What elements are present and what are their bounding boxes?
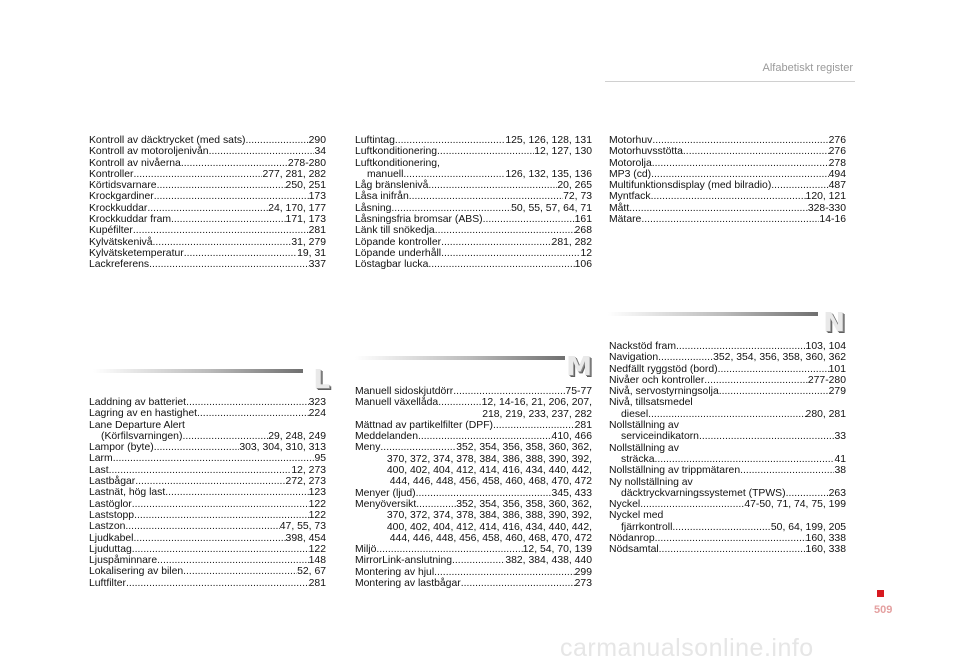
letter-gradient-bar [355, 356, 565, 360]
index-entry[interactable]: Låsningsfria bromsar (ABS) ..... 161 [355, 214, 592, 225]
index-entry[interactable]: Lokalisering av bilen ..... 52, 67 [89, 566, 326, 577]
index-entry[interactable]: diesel ..... 280, 281 [609, 409, 846, 420]
index-entry[interactable]: Montering av hjul ..... 299 [355, 567, 592, 578]
index-entry[interactable]: Ljuduttag ..... 122 [89, 544, 326, 555]
index-entry[interactable]: Låsning ..... 50, 55, 57, 64, 71 [355, 203, 592, 214]
index-entry-continuation: 400, 402, 404, 412, 414, 416, 434, 440, 442, [386, 521, 592, 533]
section-letter-n [608, 310, 853, 340]
index-entry[interactable]: Luftkonditionering ..... 12, 127, 130 [355, 146, 592, 157]
index-entry[interactable]: manuell ..... 126, 132, 135, 136 [355, 169, 592, 180]
letter-glyph: L [313, 365, 330, 395]
index-entry[interactable]: Nedfällt ryggstöd (bord) ..... 101 [609, 364, 846, 375]
index-entry[interactable]: Larm ..... 95 [89, 453, 326, 464]
index-entry[interactable]: Körtidsvarnare ..... 250, 251 [89, 180, 326, 191]
index-entry[interactable]: (Körfilsvarningen) ..... 29, 248, 249 [89, 431, 326, 442]
watermark: carmanualsonline.info [560, 634, 814, 662]
index-entry-heading: Ny nollställning av [609, 476, 693, 488]
index-entry[interactable]: Kontroll av motoroljenivån ..... 34 [89, 146, 326, 157]
index-entry[interactable]: Menyöversikt ..... 352, 354, 356, 358, 360, 362, [355, 499, 592, 510]
index-entry[interactable]: Lastbågar ..... 272, 273 [89, 476, 326, 487]
index-entry[interactable]: serviceindikatorn ..... 33 [609, 431, 846, 442]
index-entry-continuation: 370, 372, 374, 378, 384, 386, 388, 390, 392, [386, 453, 592, 465]
index-entry[interactable]: Nackstöd fram ..... 103, 104 [609, 341, 846, 352]
index-entry[interactable]: Motorhuv ..... 276 [609, 135, 846, 146]
letter-glyph: N [823, 308, 845, 338]
index-entry[interactable]: Låsa inifrån ..... 72, 73 [355, 191, 592, 202]
index-entry-heading: Lane Departure Alert [89, 419, 185, 431]
index-entry[interactable]: sträcka ..... 41 [609, 454, 846, 465]
index-entry-heading: Nyckel med [609, 510, 664, 522]
index-entry[interactable]: Kontroll av nivåerna ..... 278-280 [89, 158, 326, 169]
index-entry[interactable]: Meny ..... 352, 354, 356, 358, 360, 362, [355, 442, 592, 453]
index-entry[interactable]: Nödanrop ..... 160, 338 [609, 533, 846, 544]
index-entry[interactable]: Löpande underhåll ..... 12 [355, 248, 592, 259]
index-entry[interactable]: Motorhuvsstötta ..... 276 [609, 146, 846, 157]
index-entry[interactable]: Laddning av batteriet ..... 323 [89, 397, 326, 408]
index-entry[interactable]: Krockkuddar ..... 24, 170, 177 [89, 203, 326, 214]
section-letter-m [355, 354, 600, 384]
index-entry[interactable]: Nyckel ..... 47-50, 71, 74, 75, 199 [609, 499, 846, 510]
index-entry[interactable]: Nivåer och kontroller ..... 277-280 [609, 375, 846, 386]
index-entry[interactable]: Manuell växellåda ..... 12, 14-16, 21, 206, 207, [355, 397, 592, 408]
page-marker-square [877, 590, 884, 597]
index-entry[interactable]: Kylvätsketemperatur ..... 19, 31 [89, 248, 326, 259]
index-entry[interactable]: fjärrkontroll ..... 50, 64, 199, 205 [609, 522, 846, 533]
index-entry[interactable]: däcktryckvarningssystemet (TPWS) ..... 263 [609, 488, 846, 499]
letter-gradient-bar [93, 369, 303, 373]
index-entry[interactable]: Krockkuddar fram ..... 171, 173 [89, 214, 326, 225]
index-entry[interactable]: Last ..... 12, 273 [89, 465, 326, 476]
index-entry-continuation: 370, 372, 374, 378, 384, 386, 388, 390, 392, [386, 510, 592, 522]
index-entry[interactable]: Laststopp ..... 122 [89, 510, 326, 521]
index-entry[interactable]: Nivå, servostyrningsolja ..... 279 [609, 386, 846, 397]
index-entry[interactable]: Löpande kontroller ..... 281, 282 [355, 237, 592, 248]
letter-glyph: M [566, 352, 592, 382]
index-entry[interactable]: Myntfack ..... 120, 121 [609, 191, 846, 202]
index-column-l [89, 397, 326, 589]
index-column-l-cont [355, 135, 592, 271]
index-entry[interactable]: Menyer (ljud) ..... 345, 433 [355, 488, 592, 499]
index-entry-heading: Nollställning av [609, 442, 679, 454]
index-entry[interactable]: Luftintag ..... 125, 126, 128, 131 [355, 135, 592, 146]
index-entry[interactable]: Lagring av en hastighet ..... 224 [89, 408, 326, 419]
index-column-k [89, 135, 326, 271]
index-column-m [355, 386, 592, 589]
index-entry[interactable]: Motorolja ..... 278 [609, 158, 846, 169]
index-entry[interactable]: Kupéfilter ..... 281 [89, 225, 326, 236]
index-entry[interactable]: Lackreferens ..... 337 [89, 259, 326, 270]
index-entry[interactable]: Mätare ..... 14-16 [609, 214, 846, 225]
index-entry[interactable]: Krockgardiner ..... 173 [89, 191, 326, 202]
index-entry[interactable]: Nödsamtal ..... 160, 338 [609, 544, 846, 555]
index-entry-continuation: 444, 446, 448, 456, 458, 460, 468, 470, 472 [389, 532, 592, 544]
index-entry-continuation: 444, 446, 448, 456, 458, 460, 468, 470, 472 [389, 476, 592, 488]
index-entry[interactable]: Lastnät, hög last ..... 123 [89, 487, 326, 498]
index-entry[interactable]: Miljö ..... 12, 54, 70, 139 [355, 544, 592, 555]
letter-gradient-bar [608, 312, 818, 316]
index-entry[interactable]: Nollställning av trippmätaren ..... 38 [609, 465, 846, 476]
index-entry[interactable]: Ljudkabel ..... 398, 454 [89, 533, 326, 544]
index-entry[interactable]: Meddelanden ..... 410, 466 [355, 431, 592, 442]
index-entry-heading: Nivå, tillsatsmedel [609, 397, 693, 409]
section-letter-l [93, 367, 338, 397]
index-entry-heading: Nollställning av [609, 420, 679, 432]
index-entry-heading: Luftkonditionering, [355, 157, 440, 169]
index-entry[interactable]: Lastöglor ..... 122 [89, 499, 326, 510]
page-number: 509 [874, 604, 893, 616]
index-entry[interactable]: MirrorLink-anslutning ..... 382, 384, 438, 440 [355, 555, 592, 566]
index-entry[interactable]: Navigation ..... 352, 354, 356, 358, 360, 362 [609, 352, 846, 363]
index-column-m-cont [609, 135, 846, 225]
index-entry[interactable]: Löstagbar lucka ..... 106 [355, 259, 592, 270]
index-entry-continuation: 400, 402, 404, 412, 414, 416, 434, 440, 442, [386, 465, 592, 477]
index-entry[interactable]: Ljuspåminnare ..... 148 [89, 555, 326, 566]
index-entry[interactable]: Luftfilter ..... 281 [89, 578, 326, 589]
index-entry-continuation: 218, 219, 233, 237, 282 [482, 408, 592, 420]
index-entry[interactable]: Mått ..... 328-330 [609, 203, 846, 214]
index-entry[interactable]: Mättnad av partikelfilter (DPF) ..... 281 [355, 420, 592, 431]
index-column-n [609, 341, 846, 556]
index-entry[interactable]: Multifunktionsdisplay (med bilradio) ..... 487 [609, 180, 846, 191]
page-header-title: Alfabetiskt register [762, 62, 853, 74]
index-entry[interactable]: Manuell sidoskjutdörr ..... 75-77 [355, 386, 592, 397]
index-entry[interactable]: Låg bränslenivå ..... 20, 265 [355, 180, 592, 191]
index-entry[interactable]: Lampor (byte) ..... 303, 304, 310, 313 [89, 442, 326, 453]
index-entry[interactable]: Kylvätskenivå ..... 31, 279 [89, 237, 326, 248]
index-entry[interactable]: Lastzon ..... 47, 55, 73 [89, 521, 326, 532]
index-entry[interactable]: MP3 (cd) ..... 494 [609, 169, 846, 180]
header-divider [605, 81, 855, 82]
index-entry[interactable]: Kontroll av däcktrycket (med sats) ..... 290 [89, 135, 326, 146]
index-entry[interactable]: Länk till snökedja ..... 268 [355, 225, 592, 236]
index-entry[interactable]: Montering av lastbågar ..... 273 [355, 578, 592, 589]
index-entry[interactable]: Kontroller ..... 277, 281, 282 [89, 169, 326, 180]
